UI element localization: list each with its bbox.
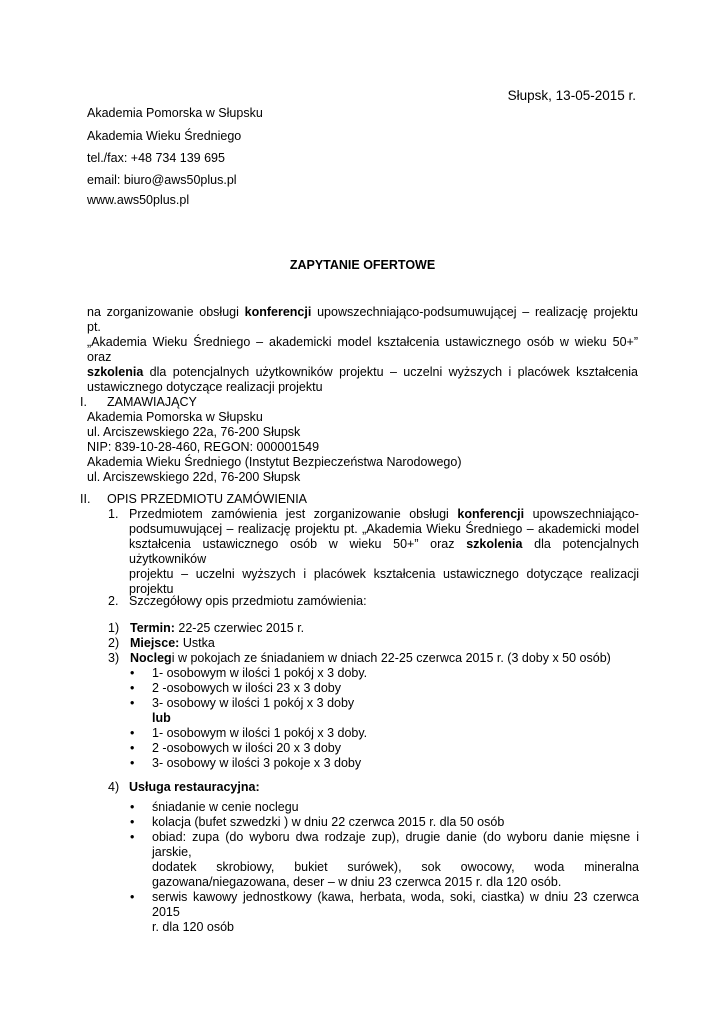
rooms-option-b — [125, 726, 367, 771]
website: www.aws50plus.pl — [87, 193, 190, 207]
section-1-number: I. — [80, 395, 87, 409]
ordering-party-block — [87, 410, 462, 485]
list-item: • kolacja (bufet szwedzki ) w dniu 22 czerwca 2015 r. dla 50 osób — [125, 815, 639, 830]
item-1-line-3: kształcenia ustawicznego osób w wieku 50+” oraz szkolenia dla potencjalnych użytkowników — [129, 537, 639, 566]
document-title: ZAPYTANIE OFERTOWE — [289, 258, 436, 272]
section-2-number: II. — [80, 492, 91, 506]
org-name: Akademia Pomorska w Słupsku — [87, 106, 263, 120]
item-1-line-2: podsumuwującej – realizację projektu pt. „Akademia Wieku Średniego – akademicki model — [129, 522, 639, 536]
contact-email: email: biuro@aws50plus.pl — [87, 173, 237, 187]
detail-place: 2) Miejsce: Ustka — [108, 636, 215, 650]
document-date: Słupsk, 13-05-2015 r. — [507, 88, 636, 103]
item-1-line-4: projektu – uczelni wyższych i placówek kształcenia ustawicznego dotyczące realizacji — [129, 567, 639, 581]
ordering-party-line: ul. Arciszewskiego 22d, 76-200 Słupsk — [87, 470, 301, 484]
list-item: • 2 -osobowych w ilości 23 x 3 doby — [125, 681, 367, 696]
contact-phone: tel./fax: +48 734 139 695 — [87, 151, 225, 165]
list-item: • 3- osobowy w ilości 3 pokoje x 3 doby — [125, 756, 367, 771]
list-item: • 2 -osobowych w ilości 20 x 3 doby — [125, 741, 367, 756]
ordering-party-line: ul. Arciszewskiego 22a, 76-200 Słupsk — [87, 425, 301, 439]
intro-line-1: na zorganizowanie obsługi konferencji upowszechniająco-podsumuwującej – realizację projektu pt. — [87, 305, 638, 334]
item-1-number: 1. — [108, 507, 119, 521]
item-1-line-1: Przedmiotem zamówienia jest zorganizowanie obsługi konferencji upowszechniająco- — [129, 507, 639, 521]
ordering-party-line: NIP: 839-10-28-460, REGON: 000001549 — [87, 440, 320, 454]
section-2-heading: OPIS PRZEDMIOTU ZAMÓWIENIA — [107, 492, 308, 506]
org-unit: Akademia Wieku Średniego — [87, 129, 242, 143]
intro-paragraph — [87, 305, 638, 395]
list-item: • 1- osobowym w ilości 1 pokój x 3 doby. — [125, 666, 367, 681]
list-item: • obiad: zupa (do wyboru dwa rodzaje zup), drugie danie (do wyboru danie mięsne i jarskie, dodatek skrobiowy, bukiet surówek), sok owocowy, woda mineralna gazowana/niegazowana, deser – w dniu 23 czerwca 2015 r. dla 120 osób. — [125, 830, 639, 890]
item-1-paragraph — [129, 507, 639, 597]
restaurant-list — [125, 800, 639, 935]
list-item: • 1- osobowym w ilości 1 pokój x 3 doby. — [125, 726, 367, 741]
item-4-number: 4) — [108, 780, 120, 794]
intro-line-2: „Akademia Wieku Średniego – akademicki model kształcenia ustawicznego osób w wieku 50+” oraz — [87, 335, 638, 364]
list-item: • 3- osobowy w ilości 1 pokój x 3 doby — [125, 696, 367, 711]
rooms-option-a — [125, 666, 367, 711]
detail-term: 1) Termin: 22-25 czerwiec 2015 r. — [108, 621, 305, 635]
item-1-line-5: projektu — [129, 582, 174, 596]
or-label: lub — [152, 711, 171, 725]
ordering-party-line: Akademia Wieku Średniego (Instytut Bezpieczeństwa Narodowego) — [87, 455, 462, 469]
intro-line-3: szkolenia dla potencjalnych użytkowników projektu – uczelni wyższych i placówek kształcenia — [87, 365, 638, 379]
list-item: • śniadanie w cenie noclegu — [125, 800, 639, 815]
section-1-heading: ZAMAWIAJĄCY — [107, 395, 197, 409]
list-item: • serwis kawowy jednostkowy (kawa, herbata, woda, soki, ciastka) w dniu 23 czerwca 2015 r. dla 120 osób — [125, 890, 639, 935]
item-2-number: 2. — [108, 594, 119, 608]
item-2-text: Szczegółowy opis przedmiotu zamówienia: — [129, 594, 367, 608]
intro-line-4: ustawicznego dotyczące realizacji projektu — [87, 380, 323, 394]
ordering-party-line: Akademia Pomorska w Słupsku — [87, 410, 263, 424]
detail-accommodation: 3) Noclegi w pokojach ze śniadaniem w dniach 22-25 czerwca 2015 r. (3 doby x 50 osób) — [108, 651, 611, 665]
item-4-heading: Usługa restauracyjna: — [129, 780, 260, 794]
